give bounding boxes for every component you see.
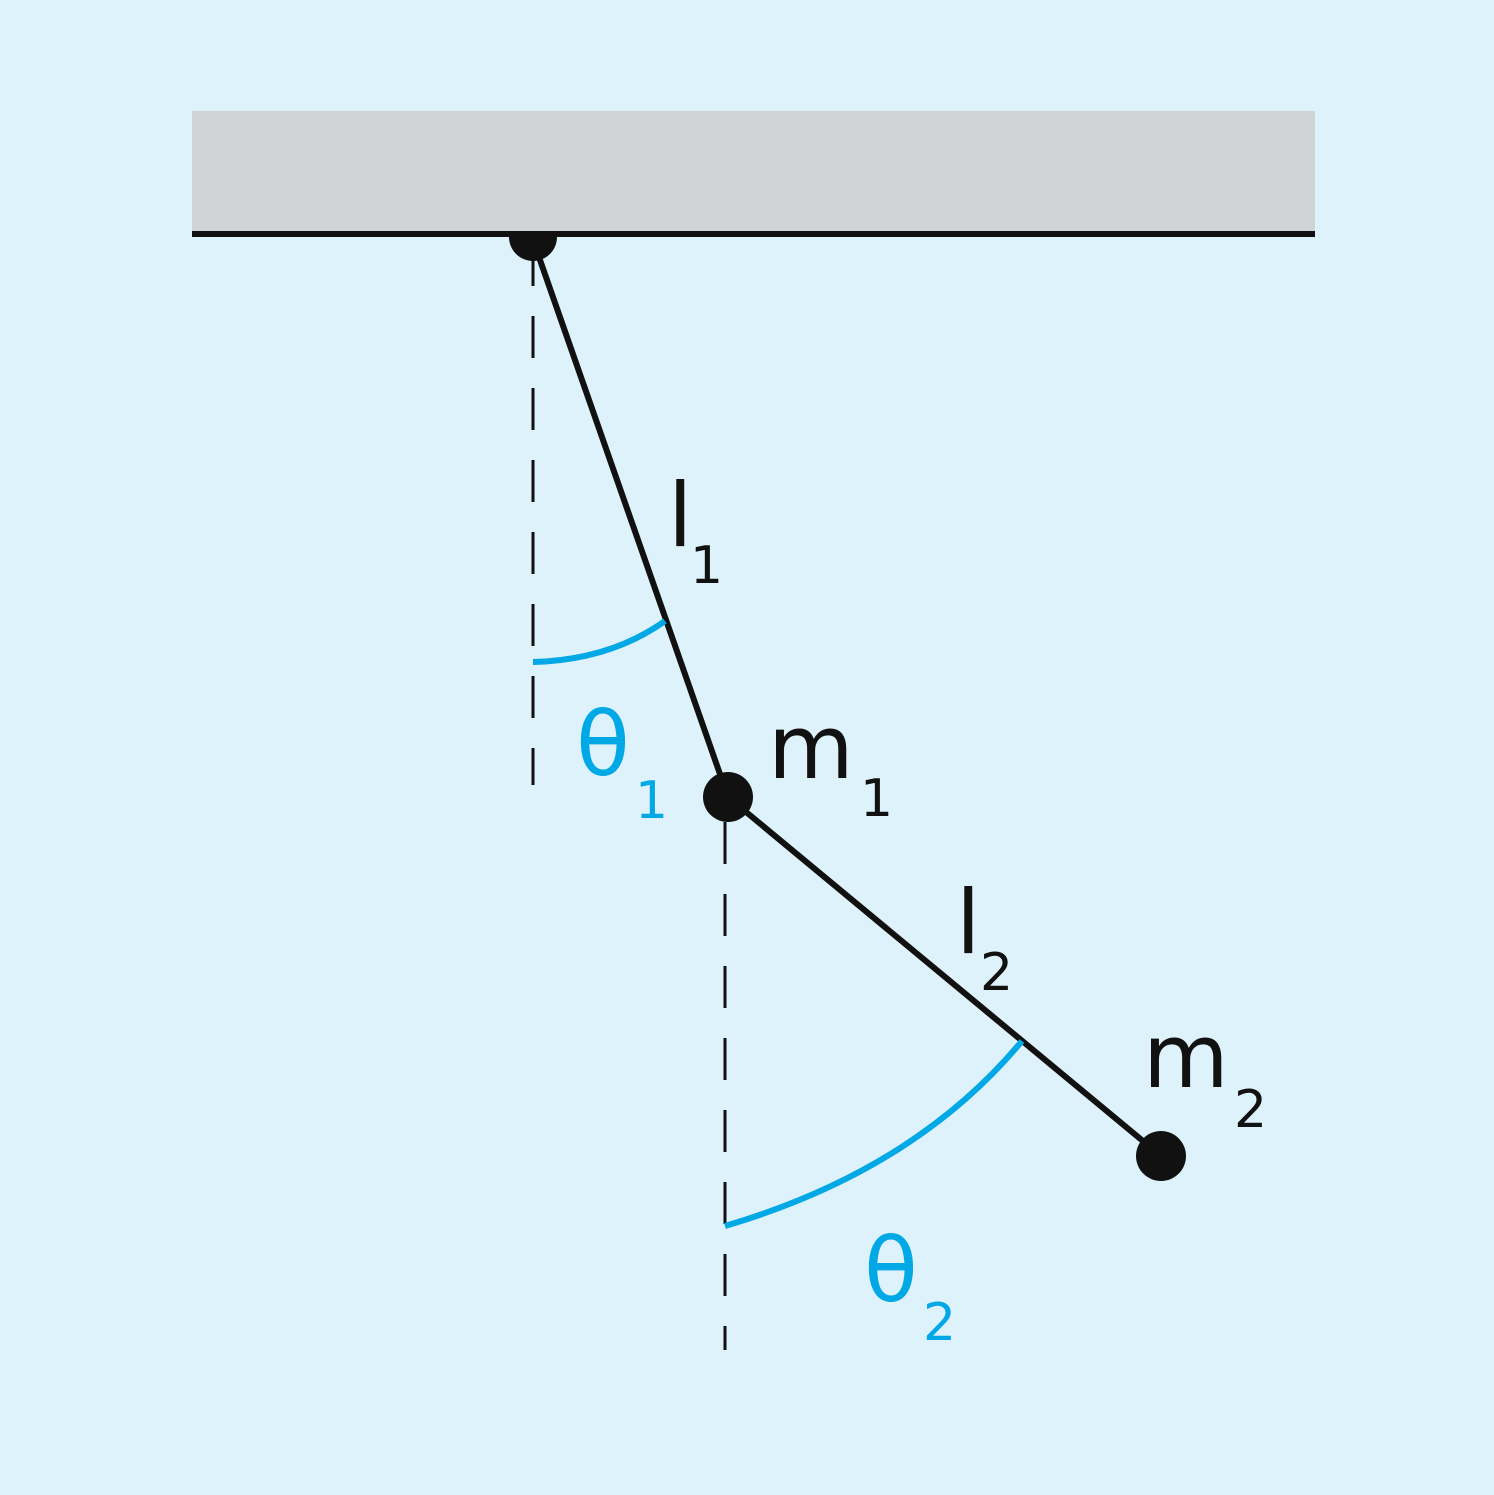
label-m2: m — [1143, 1005, 1229, 1108]
label-theta2: θ — [864, 1219, 918, 1322]
label-theta2-subscript: 2 — [923, 1293, 957, 1353]
label-l1: l — [668, 464, 693, 567]
ceiling — [192, 111, 1315, 234]
label-m1-subscript: 1 — [860, 769, 894, 829]
label-m1: m — [768, 696, 854, 799]
mass-2 — [1136, 1131, 1186, 1181]
label-m2-subscript: 2 — [1234, 1080, 1268, 1140]
label-l1-subscript: 1 — [690, 536, 724, 596]
label-l2: l — [956, 871, 981, 974]
label-l2-subscript: 2 — [980, 943, 1014, 1003]
label-theta1-subscript: 1 — [635, 771, 669, 831]
label-theta1: θ — [576, 693, 630, 796]
mass-1 — [703, 772, 753, 822]
